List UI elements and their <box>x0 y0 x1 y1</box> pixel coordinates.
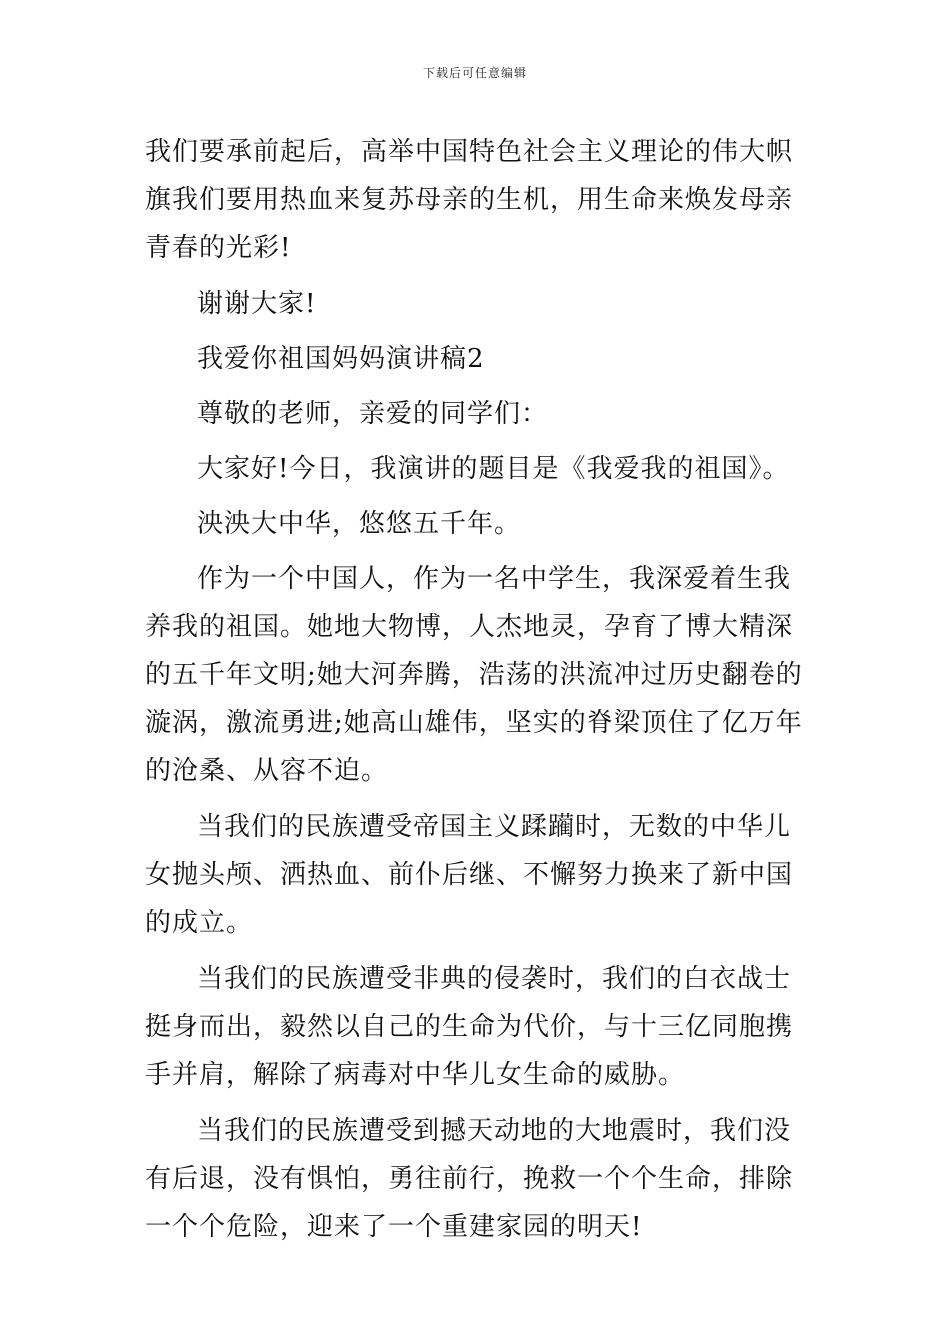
paragraph-history: 当我们的民族遭受帝国主义蹂躏时，无数的中华儿女抛头颅、洒热血、前仆后继、不懈努力换来了新中国的成立。 <box>145 812 794 938</box>
paragraph-sars: 当我们的民族遭受非典的侵袭时，我们的白衣战士挺身而出，毅然以自己的生命为代价，与十三亿同胞携手并肩，解除了病毒对中华儿女生命的威胁。 <box>145 964 794 1090</box>
greeting: 大家好!今日，我演讲的题目是《我爱我的祖国》。 <box>197 454 790 484</box>
paragraph-china: 泱泱大中华，悠悠五千年。 <box>197 509 522 539</box>
paragraph-opening: 我们要承前起后，高举中国特色社会主义理论的伟大帜旗我们要用热血来复苏母亲的生机，用生命来焕发母亲青春的光彩! <box>145 137 794 263</box>
document-body <box>145 128 810 1259</box>
page-header-note: 下载后可任意编辑 <box>422 66 527 80</box>
paragraph-student: 作为一个中国人，作为一名中学生，我深爱着生我养我的祖国。她地大物博，人杰地灵，孕育了博大精深的五千年文明;她大河奔腾，浩荡的洪流冲过历史翻卷的漩涡，激流勇进;她高山雄伟，坚实的脊梁顶住了亿万年的沧桑、从容不迫。 <box>145 564 803 786</box>
speech-title: 我爱你祖国妈妈演讲稿2 <box>197 344 485 374</box>
salutation: 尊敬的老师，亲爱的同学们： <box>197 399 549 429</box>
paragraph-earthquake: 当我们的民族遭受到撼天动地的大地震时，我们没有后退，没有惧怕，勇往前行，挽救一个个生命，排除一个个危险，迎来了一个重建家园的明天! <box>145 1116 794 1242</box>
paragraph-thanks: 谢谢大家! <box>197 289 317 319</box>
